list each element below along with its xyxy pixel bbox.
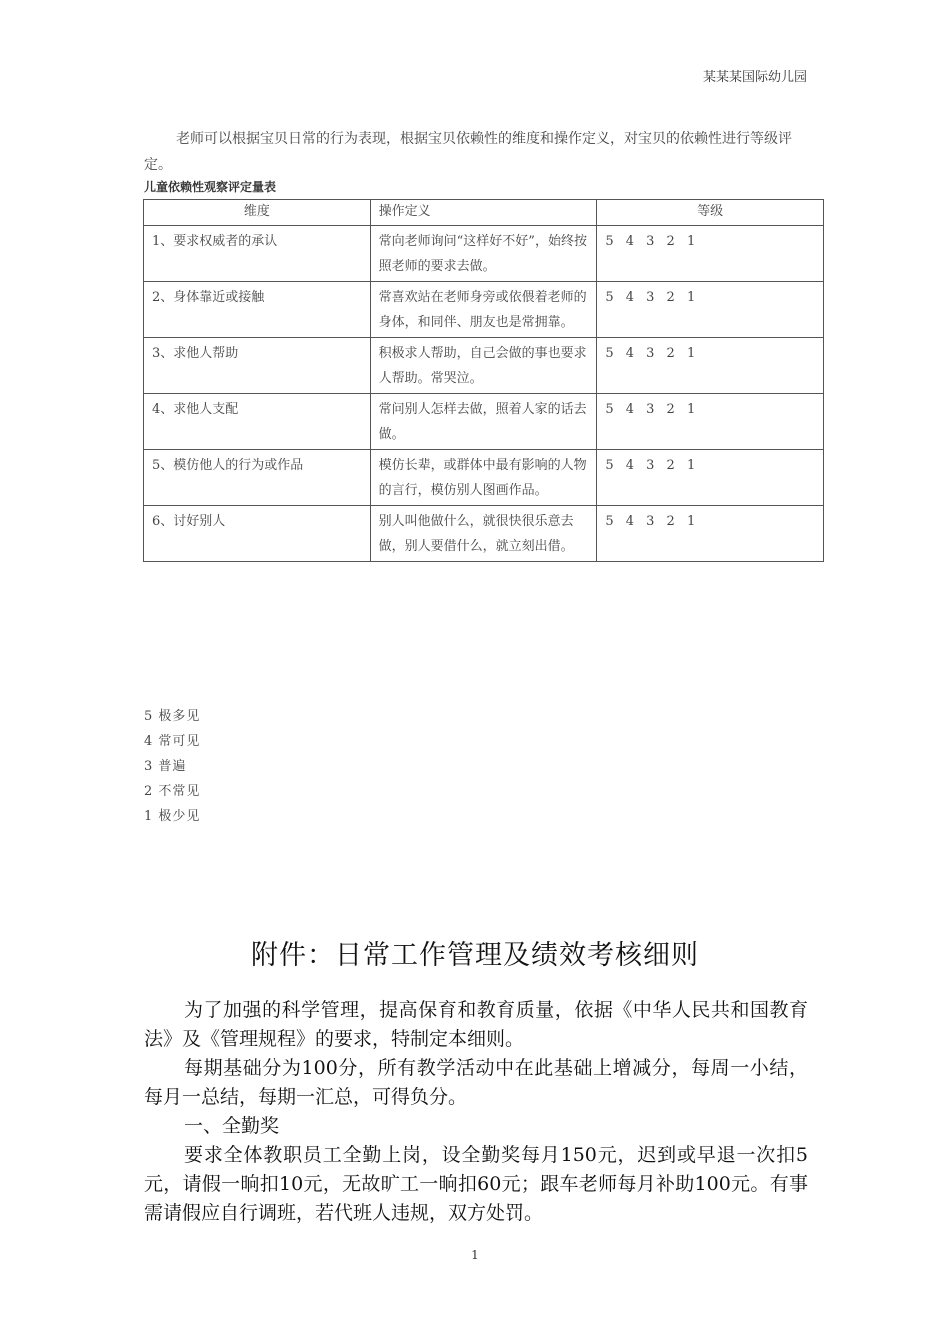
row-rating: 5 4 3 2 1 <box>597 394 824 450</box>
row-definition: 别人叫他做什么，就很快很乐意去做，别人要借什么，就立刻出借。 <box>370 506 597 562</box>
table-row <box>144 282 824 338</box>
row-definition: 常向老师询问“这样好不好”，始终按照老师的要求去做。 <box>370 226 597 282</box>
legend-item: 2 不常见 <box>144 784 201 799</box>
document-title: 附件：日常工作管理及绩效考核细则 <box>251 940 699 971</box>
table-row <box>144 226 824 282</box>
row-dimension: 2、身体靠近或接触 <box>144 282 371 338</box>
legend-item: 4 常可见 <box>144 734 201 749</box>
legend-item: 5 极多见 <box>144 709 201 724</box>
row-dimension: 3、求他人帮助 <box>144 338 371 394</box>
legend-item: 1 极少见 <box>144 809 201 824</box>
section-heading: 一、全勤奖 <box>184 1115 280 1137</box>
header-rating: 等级 <box>597 200 824 226</box>
body-text <box>144 996 808 1228</box>
table-row <box>144 450 824 506</box>
row-dimension: 1、要求权威者的承认 <box>144 226 371 282</box>
header-dimension: 维度 <box>144 200 371 226</box>
paragraph: 每期基础分为100分，所有教学活动中在此基础上增减分，每周一小结，每月一总结，每期一汇总，可得负分。 <box>144 1057 808 1108</box>
page-number: 1 <box>471 1248 479 1262</box>
row-definition: 模仿长辈，或群体中最有影响的人物的言行，模仿别人图画作品。 <box>370 450 597 506</box>
page-header-org: 某某某国际幼儿园 <box>702 70 807 85</box>
row-rating: 5 4 3 2 1 <box>597 282 824 338</box>
row-definition: 常问别人怎样去做，照着人家的话去做。 <box>370 394 597 450</box>
paragraph: 为了加强的科学管理，提高保育和教育质量，依据《中华人民共和国教育法》及《管理规程》的要求，特制定本细则。 <box>144 999 808 1050</box>
rating-legend <box>144 704 200 829</box>
table-row <box>144 394 824 450</box>
row-definition: 积极求人帮助，自己会做的事也要求人帮助。常哭泣。 <box>370 338 597 394</box>
table-title: 儿童依赖性观察评定量表 <box>144 180 277 194</box>
legend-item: 3 普遍 <box>144 759 187 774</box>
row-dimension: 4、求他人支配 <box>144 394 371 450</box>
dependency-rating-table <box>143 199 824 562</box>
row-rating: 5 4 3 2 1 <box>597 338 824 394</box>
paragraph: 要求全体教职员工全勤上岗，设全勤奖每月150元，迟到或早退一次扣5元，请假一晌扣10元，无故旷工一晌扣60元；跟车老师每月补助100元。有事需请假应自行调班，若代班人违规，双方处罚。 <box>144 1144 808 1224</box>
header-definition: 操作定义 <box>370 200 597 226</box>
intro-paragraph: 老师可以根据宝贝日常的行为表现，根据宝贝依赖性的维度和操作定义，对宝贝的依赖性进行等级评定。 <box>144 131 792 173</box>
table-header-row <box>144 200 824 226</box>
table-row <box>144 506 824 562</box>
row-rating: 5 4 3 2 1 <box>597 226 824 282</box>
table-row <box>144 338 824 394</box>
row-rating: 5 4 3 2 1 <box>597 450 824 506</box>
row-dimension: 5、模仿他人的行为或作品 <box>144 450 371 506</box>
row-definition: 常喜欢站在老师身旁或依偎着老师的身体，和同伴、朋友也是常拥靠。 <box>370 282 597 338</box>
row-dimension: 6、讨好别人 <box>144 506 371 562</box>
row-rating: 5 4 3 2 1 <box>597 506 824 562</box>
